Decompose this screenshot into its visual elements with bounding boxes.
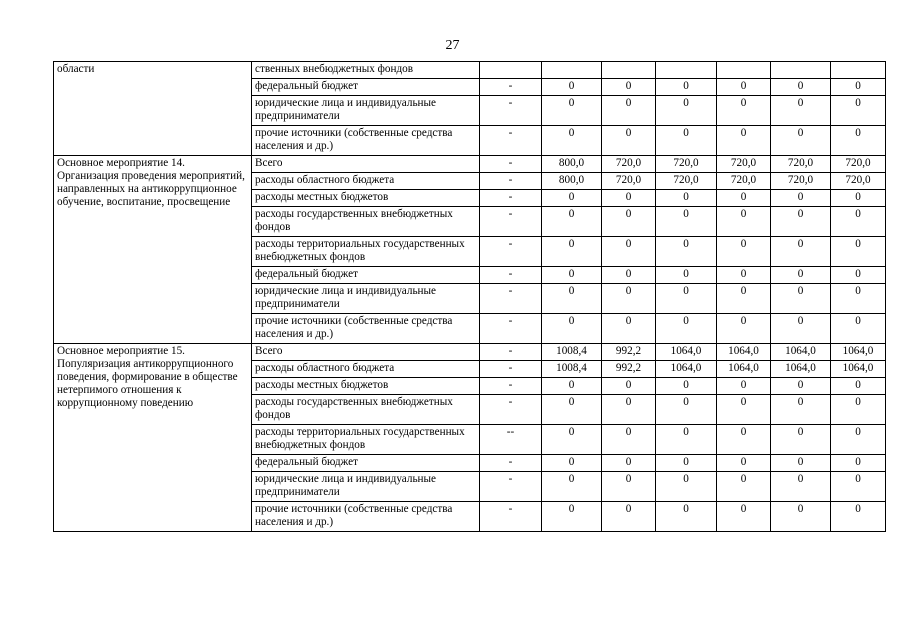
marker-cell: - — [480, 314, 542, 344]
value-cell: 0 — [656, 455, 717, 472]
value-cell: 0 — [717, 314, 771, 344]
value-cell: 0 — [771, 79, 831, 96]
marker-cell: - — [480, 344, 542, 361]
value-cell: 0 — [656, 96, 717, 126]
value-cell: 0 — [602, 455, 656, 472]
page-number: 27 — [445, 38, 460, 53]
value-cell: 0 — [717, 455, 771, 472]
budget-table-body — [54, 62, 886, 532]
value-cell: 0 — [602, 96, 656, 126]
value-cell: 0 — [542, 190, 602, 207]
value-cell: 1008,4 — [542, 361, 602, 378]
value-cell: 0 — [717, 284, 771, 314]
value-cell: 0 — [656, 502, 717, 532]
event-name-cell: Основное мероприятие 15. Популяризация антикоррупционного поведения, формирование в обществе нетерпимого отношения к коррупционному поведению — [54, 344, 252, 532]
value-cell: 0 — [542, 472, 602, 502]
value-cell: 0 — [602, 126, 656, 156]
funding-source-cell: Всего — [252, 156, 480, 173]
value-cell — [542, 62, 602, 79]
value-cell: 720,0 — [831, 173, 886, 190]
value-cell: 0 — [831, 237, 886, 267]
value-cell: 720,0 — [602, 156, 656, 173]
table-row — [54, 156, 886, 173]
value-cell: 0 — [717, 502, 771, 532]
value-cell: 0 — [771, 314, 831, 344]
funding-source-cell: расходы территориальных государственных внебюджетных фондов — [252, 237, 480, 267]
value-cell: 0 — [831, 190, 886, 207]
value-cell: 0 — [831, 267, 886, 284]
value-cell: 0 — [771, 237, 831, 267]
value-cell: 0 — [602, 237, 656, 267]
value-cell: 0 — [717, 237, 771, 267]
value-cell: 0 — [542, 455, 602, 472]
value-cell — [771, 62, 831, 79]
funding-source-cell: расходы государственных внебюджетных фондов — [252, 395, 480, 425]
value-cell: 0 — [542, 502, 602, 532]
value-cell: 0 — [831, 425, 886, 455]
value-cell: 0 — [831, 126, 886, 156]
funding-source-cell: расходы государственных внебюджетных фондов — [252, 207, 480, 237]
value-cell: 0 — [717, 425, 771, 455]
value-cell: 0 — [831, 96, 886, 126]
funding-source-cell: федеральный бюджет — [252, 79, 480, 96]
value-cell: 0 — [602, 267, 656, 284]
value-cell: 0 — [831, 284, 886, 314]
value-cell — [656, 62, 717, 79]
value-cell: 0 — [656, 190, 717, 207]
value-cell: 0 — [656, 425, 717, 455]
marker-cell: - — [480, 207, 542, 237]
value-cell: 1064,0 — [656, 361, 717, 378]
value-cell: 0 — [542, 96, 602, 126]
value-cell: 0 — [602, 425, 656, 455]
marker-cell: -- — [480, 425, 542, 455]
marker-cell — [480, 62, 542, 79]
value-cell: 0 — [542, 267, 602, 284]
value-cell: 0 — [602, 79, 656, 96]
marker-cell: - — [480, 472, 542, 502]
value-cell: 720,0 — [771, 156, 831, 173]
value-cell: 0 — [542, 395, 602, 425]
marker-cell: - — [480, 395, 542, 425]
value-cell: 0 — [771, 284, 831, 314]
marker-cell: - — [480, 173, 542, 190]
marker-cell: - — [480, 284, 542, 314]
value-cell: 0 — [602, 378, 656, 395]
value-cell: 0 — [656, 284, 717, 314]
value-cell: 0 — [602, 314, 656, 344]
value-cell: 0 — [771, 96, 831, 126]
funding-source-cell: федеральный бюджет — [252, 455, 480, 472]
value-cell: 0 — [771, 267, 831, 284]
value-cell: 0 — [717, 207, 771, 237]
value-cell: 1008,4 — [542, 344, 602, 361]
value-cell: 0 — [656, 314, 717, 344]
value-cell: 0 — [771, 207, 831, 237]
value-cell: 0 — [771, 190, 831, 207]
value-cell — [717, 62, 771, 79]
marker-cell: - — [480, 96, 542, 126]
value-cell: 0 — [771, 126, 831, 156]
value-cell: 0 — [831, 472, 886, 502]
value-cell: 1064,0 — [717, 361, 771, 378]
funding-source-cell: юридические лица и индивидуальные предприниматели — [252, 284, 480, 314]
value-cell: 0 — [542, 207, 602, 237]
event-name-cell: области — [54, 62, 252, 156]
budget-table — [53, 61, 886, 532]
value-cell: 0 — [771, 455, 831, 472]
value-cell: 720,0 — [717, 173, 771, 190]
table-row — [54, 344, 886, 361]
value-cell: 0 — [717, 267, 771, 284]
value-cell: 1064,0 — [831, 361, 886, 378]
value-cell: 0 — [717, 472, 771, 502]
value-cell: 0 — [542, 237, 602, 267]
value-cell: 0 — [542, 314, 602, 344]
value-cell: 0 — [831, 79, 886, 96]
funding-source-cell: ственных внебюджетных фондов — [252, 62, 480, 79]
marker-cell: - — [480, 455, 542, 472]
value-cell: 0 — [656, 378, 717, 395]
value-cell: 1064,0 — [717, 344, 771, 361]
value-cell: 0 — [717, 190, 771, 207]
value-cell: 0 — [542, 284, 602, 314]
value-cell: 0 — [717, 126, 771, 156]
value-cell: 800,0 — [542, 156, 602, 173]
marker-cell: - — [480, 79, 542, 96]
value-cell: 0 — [602, 207, 656, 237]
funding-source-cell: прочие источники (собственные средства населения и др.) — [252, 502, 480, 532]
value-cell: 992,2 — [602, 344, 656, 361]
value-cell: 0 — [656, 472, 717, 502]
value-cell: 0 — [602, 190, 656, 207]
value-cell: 0 — [771, 395, 831, 425]
value-cell: 0 — [831, 455, 886, 472]
funding-source-cell: юридические лица и индивидуальные предприниматели — [252, 472, 480, 502]
value-cell: 0 — [656, 126, 717, 156]
marker-cell: - — [480, 156, 542, 173]
value-cell: 0 — [656, 207, 717, 237]
value-cell: 0 — [602, 395, 656, 425]
marker-cell: - — [480, 502, 542, 532]
value-cell: 0 — [542, 79, 602, 96]
funding-source-cell: прочие источники (собственные средства населения и др.) — [252, 314, 480, 344]
funding-source-cell: расходы местных бюджетов — [252, 378, 480, 395]
marker-cell: - — [480, 378, 542, 395]
marker-cell: - — [480, 361, 542, 378]
value-cell: 720,0 — [602, 173, 656, 190]
value-cell: 720,0 — [717, 156, 771, 173]
marker-cell: - — [480, 126, 542, 156]
value-cell: 1064,0 — [771, 361, 831, 378]
funding-source-cell: прочие источники (собственные средства населения и др.) — [252, 126, 480, 156]
value-cell: 720,0 — [656, 173, 717, 190]
value-cell: 0 — [656, 237, 717, 267]
value-cell: 0 — [656, 79, 717, 96]
value-cell: 0 — [771, 425, 831, 455]
value-cell: 720,0 — [656, 156, 717, 173]
value-cell: 800,0 — [542, 173, 602, 190]
marker-cell: - — [480, 190, 542, 207]
value-cell: 0 — [831, 502, 886, 532]
value-cell: 1064,0 — [831, 344, 886, 361]
value-cell — [602, 62, 656, 79]
funding-source-cell: расходы областного бюджета — [252, 173, 480, 190]
value-cell: 0 — [831, 314, 886, 344]
value-cell: 0 — [717, 96, 771, 126]
funding-source-cell: Всего — [252, 344, 480, 361]
value-cell: 0 — [717, 378, 771, 395]
value-cell: 0 — [771, 472, 831, 502]
value-cell: 0 — [831, 395, 886, 425]
value-cell: 0 — [542, 378, 602, 395]
value-cell: 0 — [656, 267, 717, 284]
value-cell: 0 — [717, 79, 771, 96]
value-cell: 0 — [542, 126, 602, 156]
marker-cell: - — [480, 237, 542, 267]
value-cell — [831, 62, 886, 79]
funding-source-cell: федеральный бюджет — [252, 267, 480, 284]
value-cell: 720,0 — [771, 173, 831, 190]
funding-source-cell: расходы областного бюджета — [252, 361, 480, 378]
funding-source-cell: юридические лица и индивидуальные предприниматели — [252, 96, 480, 126]
value-cell: 0 — [602, 472, 656, 502]
value-cell: 720,0 — [831, 156, 886, 173]
value-cell: 0 — [771, 502, 831, 532]
value-cell: 0 — [717, 395, 771, 425]
value-cell: 0 — [771, 378, 831, 395]
value-cell: 0 — [831, 207, 886, 237]
value-cell: 1064,0 — [656, 344, 717, 361]
value-cell: 1064,0 — [771, 344, 831, 361]
value-cell: 0 — [602, 502, 656, 532]
value-cell: 0 — [602, 284, 656, 314]
marker-cell: - — [480, 267, 542, 284]
value-cell: 0 — [656, 395, 717, 425]
funding-source-cell: расходы местных бюджетов — [252, 190, 480, 207]
funding-source-cell: расходы территориальных государственных внебюджетных фондов — [252, 425, 480, 455]
value-cell: 0 — [831, 378, 886, 395]
event-name-cell: Основное мероприятие 14. Организация проведения мероприятий, направленных на антикоррупционное обучение, воспитание, просвещение — [54, 156, 252, 344]
table-row — [54, 62, 886, 79]
value-cell: 0 — [542, 425, 602, 455]
value-cell: 992,2 — [602, 361, 656, 378]
